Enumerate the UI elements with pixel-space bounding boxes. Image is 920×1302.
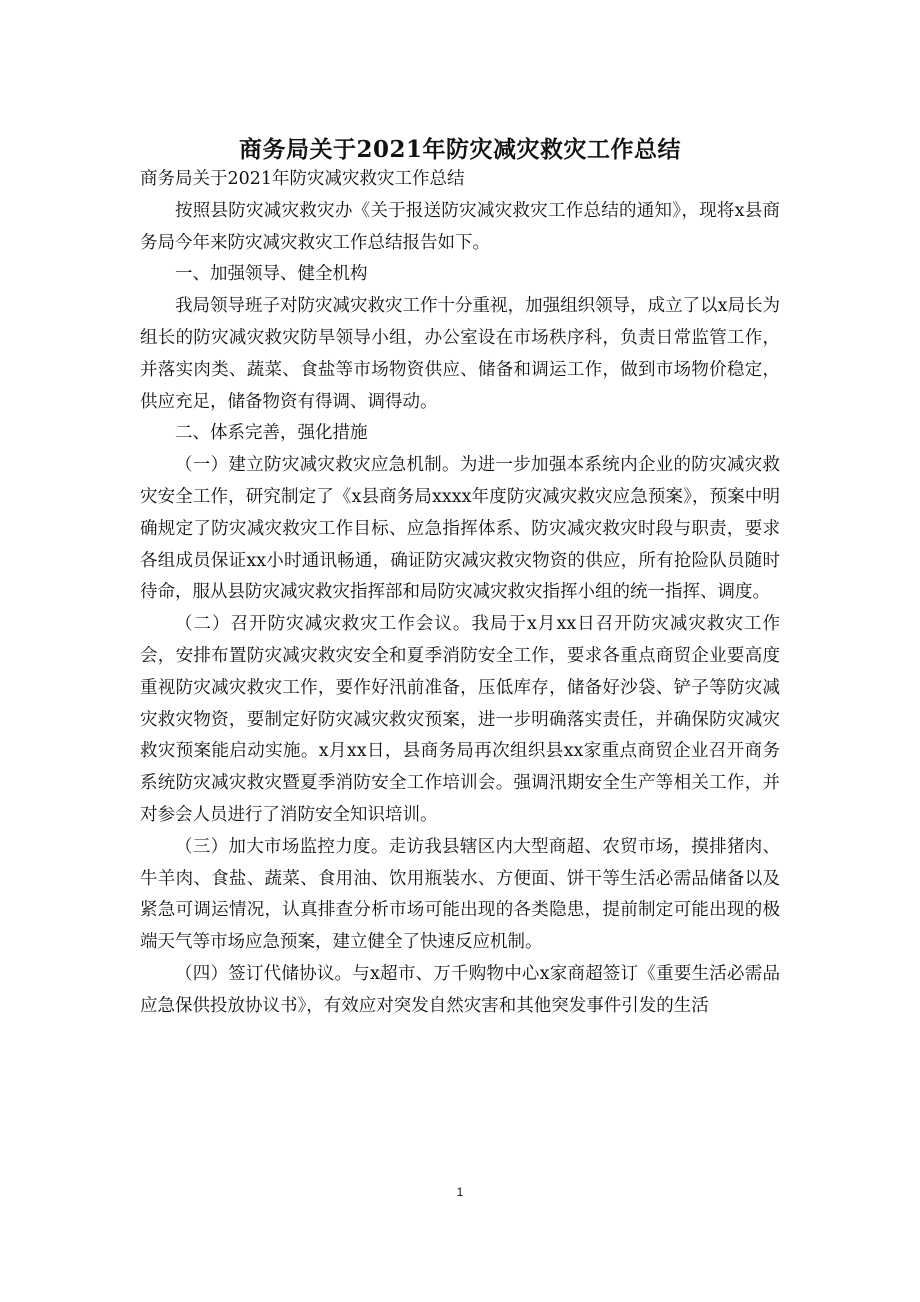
leadership-paragraph: 我局领导班子对防灾减灾救灾工作十分重视，加强组织领导，成立了以x局长为组长的防灾减灾救灾防旱领导小组，办公室设在市场秩序科，负责日常监管工作，并落实肉类、蔬菜、食盐等市场物资供应、储备和调运工作，做到市场物价稳定，供应充足，储备物资有得调、调得动。 [140,296,780,412]
subtitle-line: 商务局关于2021年防灾减灾救灾工作总结 [140,169,465,189]
market-monitoring-paragraph: （三）加大市场监控力度。走访我县辖区内大型商超、农贸市场，摸排猪肉、牛羊肉、食盐、蔬菜、食用油、饮用瓶装水、方便面、饼干等生活必需品储备以及紧急可调运情况，认真排查分析市场可能出现的各类隐患，提前制定可能出现的极端天气等市场应急预案，建立健全了快速反应机制。 [140,836,780,953]
section-heading-1: 一、加强领导、健全机构 [175,264,368,285]
emergency-mechanism-paragraph: （一）建立防灾减灾救灾应急机制。为进一步加强本系统内企业的防灾减灾救灾安全工作，研究制定了《x县商务局xxxx年度防灾减灾救灾应急预案》，预案中明确规定了防灾减灾救灾工作目标、应急指挥体系、防灾减灾救灾时段与职责，要求各组成员保证xx小时通讯畅通，确证防灾减灾救灾物资的供应，所有抢险队员随时待命，服从县防灾减灾救灾指挥部和局防灾减灾救灾指挥小组的统一指挥、调度。 [140,455,780,603]
section-heading-2: 二、体系完善，强化措施 [175,423,368,444]
storage-agreement-paragraph: （四）签订代储协议。与x超市、万千购物中心x家商超签订《重要生活必需品应急保供投放协议书》，有效应对突发自然灾害和其他突发事件引发的生活 [140,963,780,1016]
document-body [140,164,780,1023]
page-number: 1 [456,1185,464,1199]
document-title: 商务局关于2021年防灾减灾救灾工作总结 [238,136,681,164]
intro-paragraph: 按照县防灾减灾救灾办《关于报送防灾减灾救灾工作总结的通知》，现将x县商务局今年来防灾减灾救灾工作总结报告如下。 [140,200,780,253]
meeting-paragraph: （二）召开防灾减灾救灾工作会议。我局于x月xx日召开防灾减灾救灾工作会，安排布置防灾减灾救灾安全和夏季消防安全工作，要求各重点商贸企业要高度重视防灾减灾救灾工作，要作好汛前准备，压低库存，储备好沙袋、铲子等防灾减灾救灾物资，要制定好防灾减灾救灾预案，进一步明确落实责任，并确保防灾减灾救灾预案能启动实施。x月xx日，县商务局再次组织县xx家重点商贸企业召开商务系统防灾减灾救灾暨夏季消防安全工作培训会。强调汛期安全生产等相关工作，并对参会人员进行了消防安全知识培训。 [140,614,780,825]
